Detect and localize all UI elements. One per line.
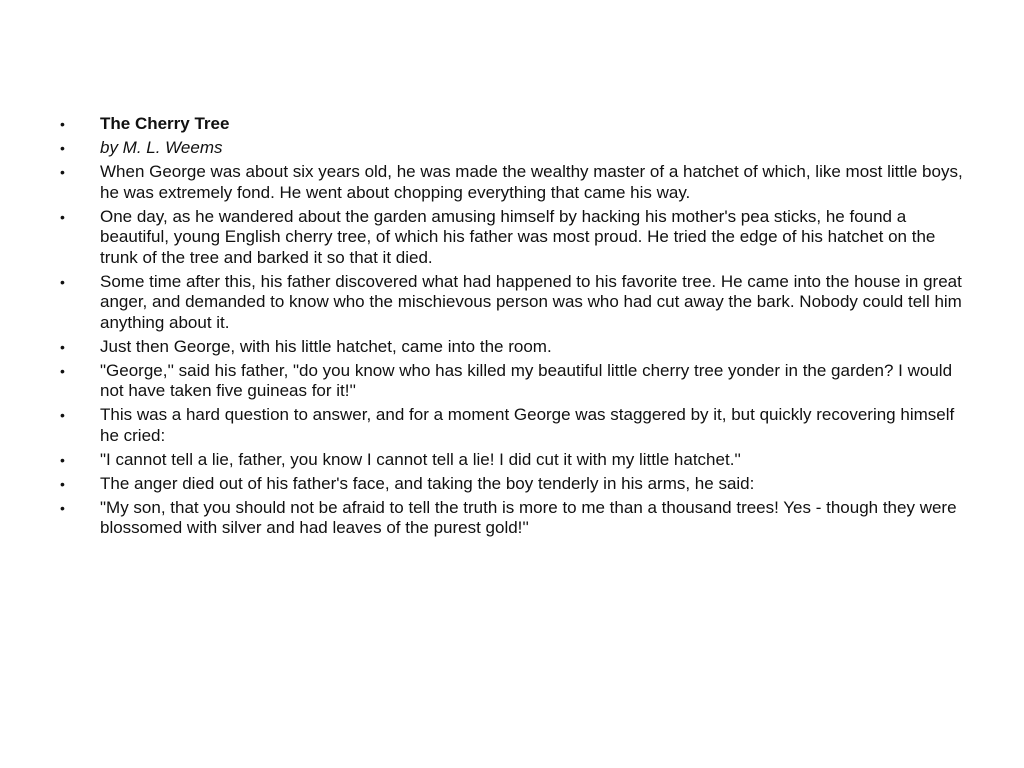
paragraph-text: This was a hard question to answer, and for a moment George was staggered by it, but quickly recovering himself he cried:: [100, 405, 955, 445]
bullet-icon: •: [60, 362, 65, 379]
list-item: [60, 337, 964, 358]
paragraph-text: Just then George, with his little hatchet, came into the room.: [100, 336, 552, 356]
list-item: [60, 498, 964, 539]
bullet-list: [60, 114, 964, 542]
bullet-icon: •: [60, 338, 65, 355]
bullet-icon: •: [60, 499, 65, 516]
bullet-icon: •: [60, 273, 65, 290]
list-item: [60, 207, 964, 269]
list-item-title: [60, 114, 964, 135]
paragraph-text: The anger died out of his father's face, and taking the boy tenderly in his arms, he said:: [100, 473, 755, 493]
bullet-icon: •: [60, 164, 65, 180]
bullet-icon: •: [60, 475, 65, 492]
list-item: [60, 450, 964, 471]
list-item: [60, 272, 964, 334]
list-item: [60, 162, 964, 203]
story-author: by M. L. Weems: [100, 138, 223, 157]
paragraph-text: "My son, that you should not be afraid to tell the truth is more to me than a thousand trees! Yes - though they were blossomed with silver and had leaves of the purest gold!'': [100, 497, 957, 537]
list-item: [60, 474, 964, 495]
bullet-icon: •: [60, 208, 65, 225]
paragraph-text: Some time after this, his father discovered what had happened to his favorite tree. He came into the house in great anger, and demanded to know who the mischievous person was who had cut away the bark. Nobody could tell him anything about it.: [100, 271, 962, 332]
paragraph-text: One day, as he wandered about the garden amusing himself by hacking his mother's pea sticks, he found a beautiful, young English cherry tree, of which his father was most proud. He tried the edge of his hatchet on the trunk of the tree and barked it so that it died.: [100, 206, 936, 267]
paragraph-text: When George was about six years old, he was made the wealthy master of a hatchet of which, like most little boys, he was extremely fond. He went about chopping everything that came his way.: [100, 162, 963, 202]
list-item: [60, 405, 964, 446]
paragraph-text: "I cannot tell a lie, father, you know I cannot tell a lie! I did cut it with my little hatchet.'': [100, 449, 741, 469]
bullet-icon: •: [60, 407, 65, 423]
list-item-author: [60, 138, 964, 159]
bullet-icon: •: [60, 116, 65, 132]
bullet-icon: •: [60, 140, 65, 156]
paragraph-text: "George,'' said his father, "do you know who has killed my beautiful little cherry tree yonder in the garden? I would not have taken five guineas for it!'': [100, 360, 953, 400]
story-title: The Cherry Tree: [100, 114, 230, 133]
list-item: [60, 361, 964, 402]
bullet-icon: •: [60, 451, 65, 468]
